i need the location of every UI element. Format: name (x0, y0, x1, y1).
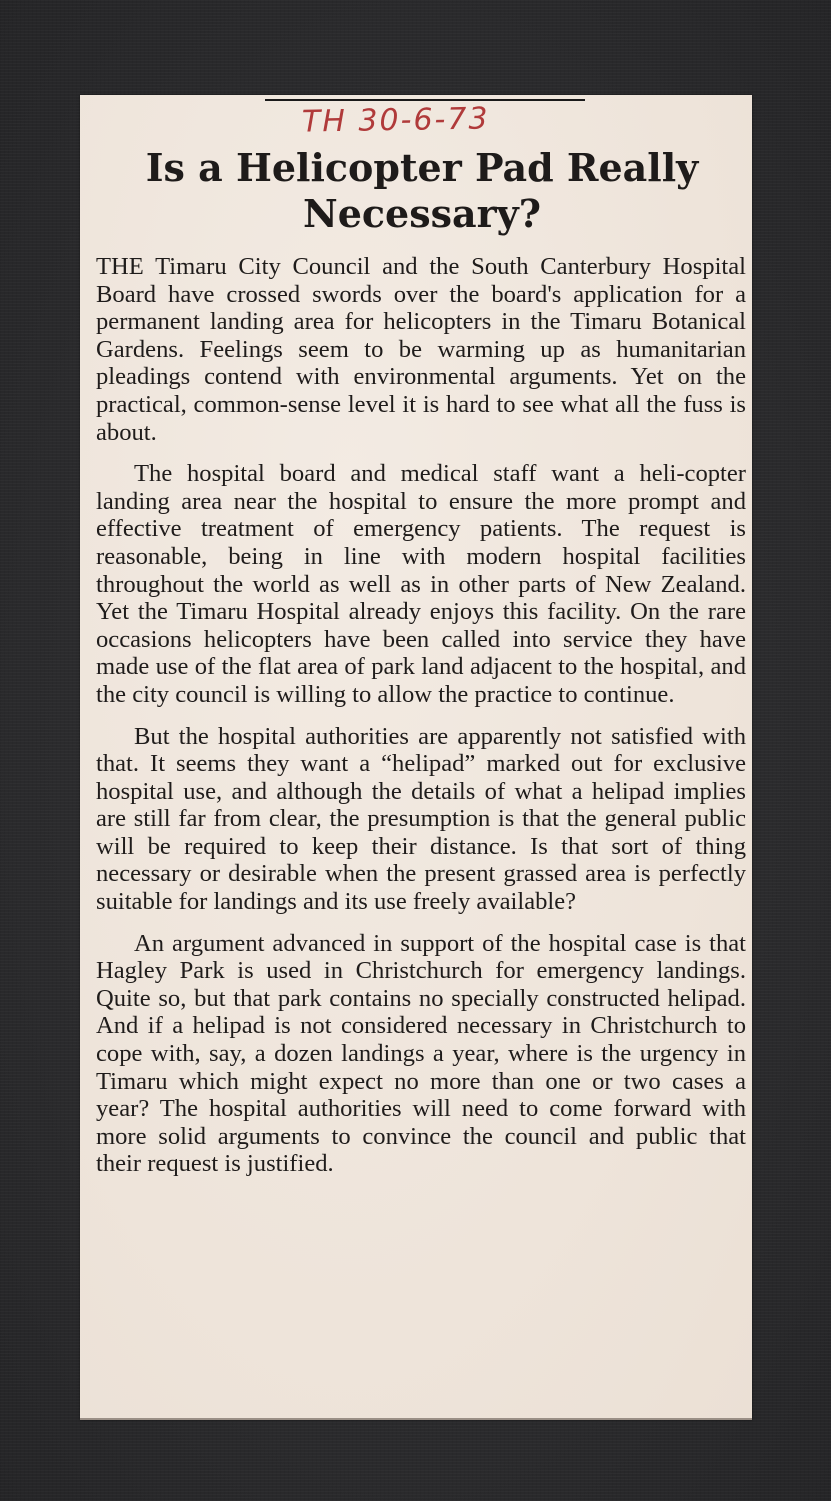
article-paragraph-4: An argument advanced in support of the hospital case is that Hagley Park is used in Christchurch for emergency landings. Quite so, but that park contains no specially constructed helipad. And if a helipad is not considered necessary in Christchurch to cope with, say, a dozen landings a year, where is the urgency in Timaru which might expect no more than one or two cases a year? The hospital authorities will need to come forward with more solid arguments to convince the council and public that their request is justified. (96, 929, 746, 1178)
bottom-rule (80, 1418, 752, 1420)
top-rule (265, 99, 585, 101)
article-paragraph-1: THE Timaru City Council and the South Canterbury Hospital Board have crossed swords over the board's application for a permanent landing area for helicopters in the Timaru Botanical Gardens. Feelings seem to be warming up as humanitarian pleadings contend with environmental arguments. Yet on the practical, common-sense level it is hard to see what all the fuss is about. (96, 253, 746, 446)
article-body (96, 253, 746, 1192)
handwritten-date-annotation: TH 30-6-73 (301, 101, 490, 140)
article-paragraph-2: The hospital board and medical staff want a heli-copter landing area near the hospital to ensure the more prompt and effective treatment of emergency patients. The request is reasonable, being in line with modern hospital facilities throughout the world as well as in other parts of New Zealand. Yet the Timaru Hospital already enjoys this facility. On the rare occasions helicopters have been called into service they have made use of the flat area of park land adjacent to the hospital, and the city council is willing to allow the practice to continue. (96, 460, 746, 708)
newspaper-clipping (80, 95, 752, 1420)
headline: Is a Helicopter Pad Really Necessary? (145, 145, 699, 236)
article-paragraph-3: But the hospital authorities are apparently not satisfied with that. It seems they want a “helipad” marked out for exclusive hospital use, and although the details of what a helipad implies are still far from clear, the presumption is that the general public will be required to keep their distance. Is that sort of thing necessary or desirable when the present grassed area is perfectly suitable for landings and its use freely available? (96, 722, 746, 916)
